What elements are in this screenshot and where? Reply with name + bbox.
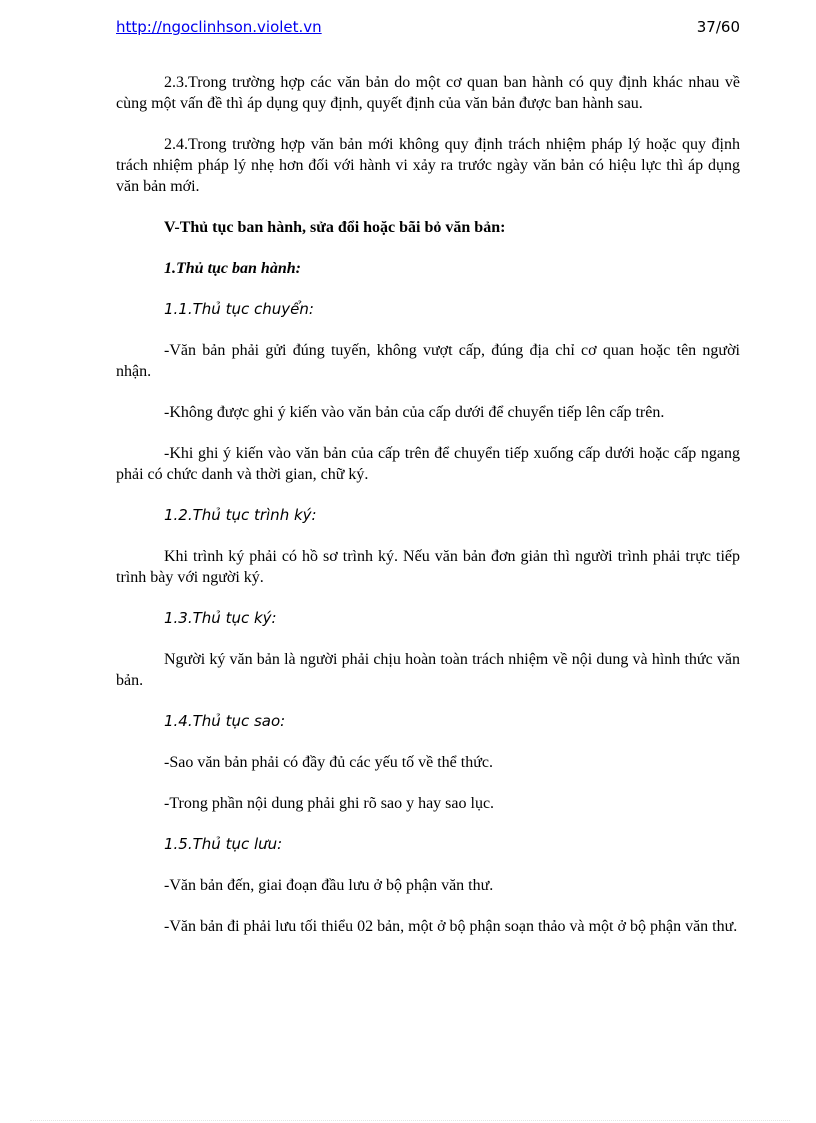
paragraph-transfer-2: -Không được ghi ý kiến vào văn bản của cấp dưới để chuyển tiếp lên cấp trên. (164, 404, 665, 421)
paragraph-archive-1: -Văn bản đến, giai đoạn đầu lưu ở bộ phận văn thư. (164, 877, 494, 894)
paragraph-2-4: 2.4.Trong trường hợp văn bản mới không quy định trách nhiệm pháp lý hoặc quy định trách nhiệm pháp lý nhẹ hơn đối với hành vi xảy ra trước ngày văn bản có hiệu lực thì áp dụng văn bản mới. (116, 136, 740, 195)
page-header (116, 18, 740, 42)
footer-divider (30, 1120, 790, 1121)
subheading-1-1: 1.1.Thủ tục chuyển: (164, 300, 314, 318)
subheading-1-4: 1.4.Thủ tục sao: (164, 712, 286, 730)
paragraph-copy-2: -Trong phần nội dung phải ghi rõ sao y hay sao lục. (164, 795, 495, 812)
paragraph-signing-submission: Khi trình ký phải có hồ sơ trình ký. Nếu văn bản đơn giản thì người trình phải trực tiếp trình bày với người ký. (116, 548, 740, 586)
paragraph-archive-2: -Văn bản đi phải lưu tối thiểu 02 bản, một ở bộ phận soạn thảo và một ở bộ phận văn thư. (164, 918, 738, 935)
paragraph-copy-1: -Sao văn bản phải có đầy đủ các yếu tố về thể thức. (164, 754, 493, 771)
subheading-1-3: 1.3.Thủ tục ký: (164, 609, 277, 627)
subheading-1-2: 1.2.Thủ tục trình ký: (164, 506, 317, 524)
page-number: 37/60 (696, 18, 740, 36)
paragraph-transfer-3: -Khi ghi ý kiến vào văn bản của cấp trên để chuyển tiếp xuống cấp dưới hoặc cấp ngang phải có chức danh và thời gian, chữ ký. (116, 445, 740, 483)
paragraph-signer: Người ký văn bản là người phải chịu hoàn toàn trách nhiệm về nội dung và hình thức văn bản. (116, 651, 740, 689)
paragraph-transfer-1: -Văn bản phải gửi đúng tuyến, không vượt cấp, đúng địa chỉ cơ quan hoặc tên người nhận. (116, 342, 740, 380)
subsection-heading-1: 1.Thủ tục ban hành: (164, 260, 301, 277)
source-link[interactable]: http://ngoclinhson.violet.vn (116, 18, 322, 36)
document-body (116, 72, 740, 957)
subheading-1-5: 1.5.Thủ tục lưu: (164, 835, 283, 853)
section-heading-v: V-Thủ tục ban hành, sửa đổi hoặc bãi bỏ văn bản: (164, 219, 506, 236)
paragraph-2-3: 2.3.Trong trường hợp các văn bản do một cơ quan ban hành có quy định khác nhau về cùng một vấn đề thì áp dụng quy định, quyết định của văn bản được ban hành sau. (116, 74, 740, 112)
